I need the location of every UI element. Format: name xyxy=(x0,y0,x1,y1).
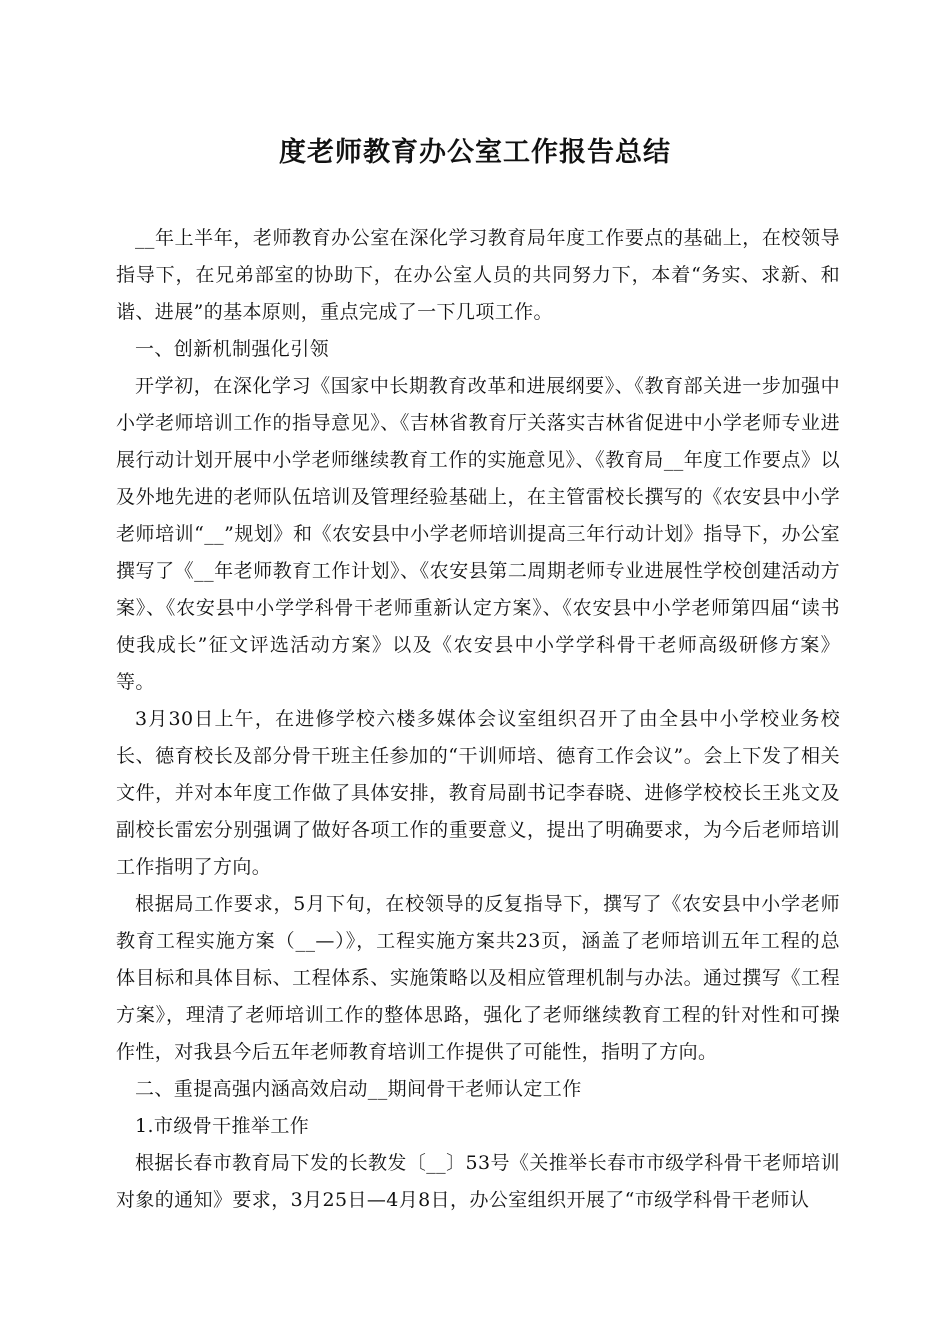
paragraph-project-plan: 根据局工作要求，5月下旬，在校领导的反复指导下，撰写了《农安县中小学老师教育工程实施方案（__—）》，工程实施方案共23页，涵盖了老师培训五年工程的总体目标和具体目标、工程体系、实施策略以及相应管理机制与办法。通过撰写《工程方案》，理清了老师培训工作的整体思路，强化了老师继续教育工程的针对性和可操作性，对我县今后五年老师教育培训工作提供了可能性，指明了方向。 xyxy=(116,893,840,1063)
document-body xyxy=(116,220,840,1219)
paragraph-plans: 开学初，在深化学习《国家中长期教育改革和进展纲要》、《教育部关进一步加强中小学老师培训工作的指导意见》、《吉林省教育厅关落实吉林省促进中小学老师专业进展行动计划开展中小学老师继续教育工作的实施意见》、《教育局__年度工作要点》以及外地先进的老师队伍培训及管理经验基础上，在主管雷校长撰写的《农安县中小学老师培训“__”规划》和《农安县中小学老师培训提高三年行动计划》指导下，办公室撰写了《__年老师教育工作计划》、《农安县第二周期老师专业进展性学校创建活动方案》、《农安县中小学学科骨干老师重新认定方案》、《农安县中小学老师第四届“读书使我成长”征文评选活动方案》以及《农安县中小学学科骨干老师高级研修方案》等。 xyxy=(116,375,840,693)
section-heading-2: 二、重提高强内涵高效启动__期间骨干老师认定工作 xyxy=(135,1078,582,1100)
section-heading-1: 一、创新机制强化引领 xyxy=(135,338,330,360)
subsection-heading-1: 1.市级骨干推举工作 xyxy=(135,1115,310,1137)
paragraph-intro: __年上半年，老师教育办公室在深化学习教育局年度工作要点的基础上，在校领导指导下，在兄弟部室的协助下，在办公室人员的共同努力下，本着“务实、求新、和谐、进展”的基本原则，重点完成了一下几项工作。 xyxy=(116,227,840,323)
document-title: 度老师教育办公室工作报告总结 xyxy=(279,137,671,168)
paragraph-meeting: 3月30日上午，在进修学校六楼多媒体会议室组织召开了由全县中小学校业务校长、德育校长及部分骨干班主任参加的“干训师培、德育工作会议”。会上下发了相关文件，并对本年度工作做了具体安排，教育局副书记李春晓、进修学校校长王兆文及副校长雷宏分别强调了做好各项工作的重要意义，提出了明确要求，为今后老师培训工作指明了方向。 xyxy=(116,708,840,878)
paragraph-city-backbone: 根据长春市教育局下发的长教发〔__〕53号《关推举长春市市级学科骨干老师培训对象的通知》要求，3月25日—4月8日，办公室组织开展了“市级学科骨干老师认 xyxy=(116,1152,840,1211)
